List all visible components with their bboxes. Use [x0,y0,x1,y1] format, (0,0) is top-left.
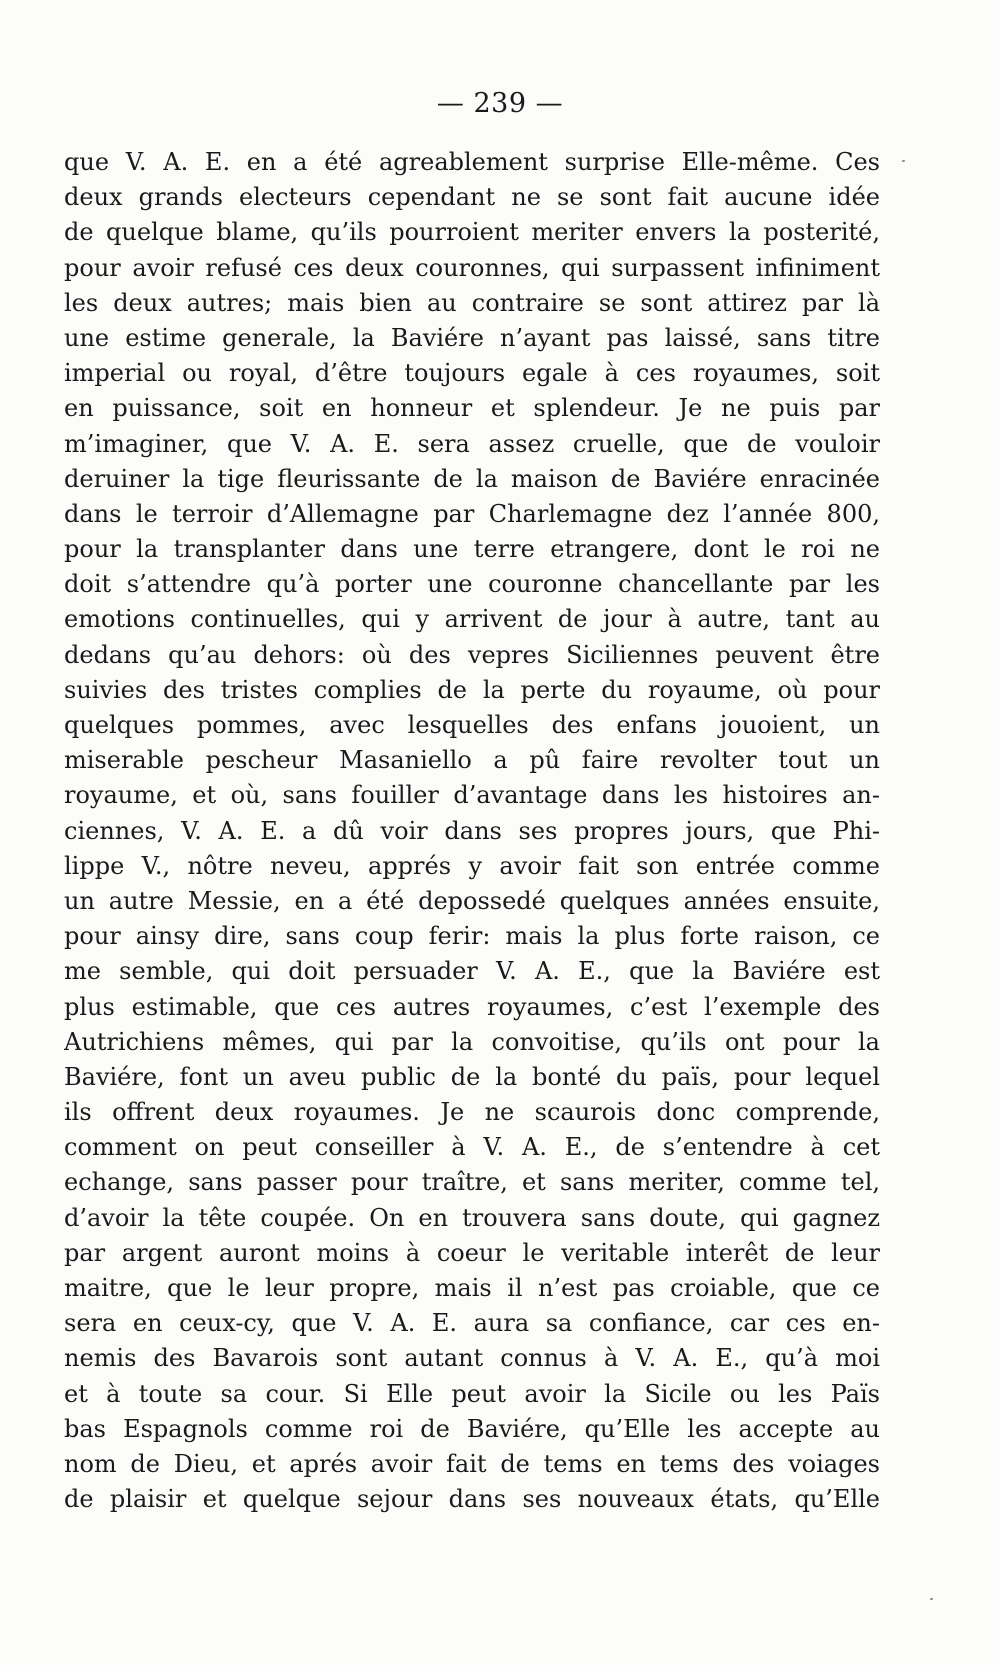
text-line: et à toute sa cour. Si Elle peut avoir la Sicile ou les Païs [64,1379,880,1408]
text-line: bas Espagnols comme roi de Baviére, qu’Elle les accepte au [64,1414,880,1443]
text-line: imperial ou royal, d’être toujours egale à ces royaumes, soit [64,359,880,388]
text-line: dedans qu’au dehors: où des vepres Siciliennes peuvent être [64,640,880,669]
text-line: suivies des tristes complies de la perte du royaume, où pour [64,675,880,704]
text-line: d’avoir la tête coupée. On en trouvera sans doute, qui gagnez [64,1203,880,1232]
text-line: ils offrent deux royaumes. Je ne scaurois donc comprende, [64,1098,880,1127]
text-line: une estime generale, la Baviére n’ayant pas laissé, sans titre [64,323,880,352]
text-line: en puissance, soit en honneur et splendeur. Je ne puis par [64,394,880,423]
text-line: comment on peut conseiller à V. A. E., de s’entendre à cet [64,1133,880,1162]
text-line: nom de Dieu, et aprés avoir fait de tems en tems des voiages [64,1449,880,1478]
paper-speck [902,160,905,162]
text-line: emotions continuelles, qui y arrivent de jour à autre, tant au [64,605,880,634]
text-line: de quelque blame, qu’ils pourroient meriter envers la posterité, [64,218,880,247]
text-line: quelques pommes, avec lesquelles des enfans jouoient, un [64,711,880,739]
text-line: lippe V., nôtre neveu, apprés y avoir fait son entrée comme [64,851,880,880]
text-line: sera en ceux-cy, que V. A. E. aura sa confiance, car ces en- [64,1309,880,1338]
text-line: me semble, qui doit persuader V. A. E., que la Baviére est [64,957,880,986]
text-line: doit s’attendre qu’à porter une couronne chancellante par les [64,570,880,599]
text-line: Autrichiens mêmes, qui par la convoitise, qu’ils ont pour la [64,1027,880,1056]
text-line: dans le terroir d’Allemagne par Charlemagne dez l’année 800, [64,499,880,528]
text-line: que V. A. E. en a été agreablement surprise Elle-même. Ces [64,148,880,176]
paper-speck [930,1598,933,1600]
text-line: maitre, que le leur propre, mais il n’est pas croiable, que ce [64,1274,880,1302]
text-line: de plaisir et quelque sejour dans ses nouveaux états, qu’Elle [64,1485,880,1514]
text-line: Baviére, font un aveu public de la bonté du païs, pour lequel [64,1062,880,1091]
text-line: nemis des Bavarois sont autant connus à V. A. E., qu’à moi [64,1344,880,1373]
text-line: pour ainsy dire, sans coup ferir: mais la plus forte raison, ce [64,922,880,951]
text-line: ciennes, V. A. E. a dû voir dans ses propres jours, que Phi- [64,816,880,845]
text-line: miserable pescheur Masaniello a pû faire revolter tout un [64,746,880,775]
text-line: par argent auront moins à coeur le veritable interêt de leur [64,1238,880,1267]
text-line: deux grands electeurs cependant ne se sont fait aucune idée [64,183,880,212]
page-number: — 239 — [436,88,564,119]
text-line: m’imaginer, que V. A. E. sera assez cruelle, que de vouloir [64,429,880,458]
text-line: pour avoir refusé ces deux couronnes, qui surpassent infiniment [64,253,880,282]
text-line: pour la transplanter dans une terre etrangere, dont le roi ne [64,535,880,564]
text-line: royaume, et où, sans fouiller d’avantage dans les histoires an- [64,781,880,810]
text-line: un autre Messie, en a été depossedé quelques années ensuite, [64,886,880,915]
body-text [64,145,880,1517]
text-line: les deux autres; mais bien au contraire se sont attirez par là [64,288,880,317]
text-line: deruiner la tige fleurissante de la maison de Baviére enracinée [64,464,880,493]
text-line: plus estimable, que ces autres royaumes, c’est l’exemple des [64,992,880,1021]
text-line: echange, sans passer pour traître, et sans meriter, comme tel, [64,1168,880,1197]
